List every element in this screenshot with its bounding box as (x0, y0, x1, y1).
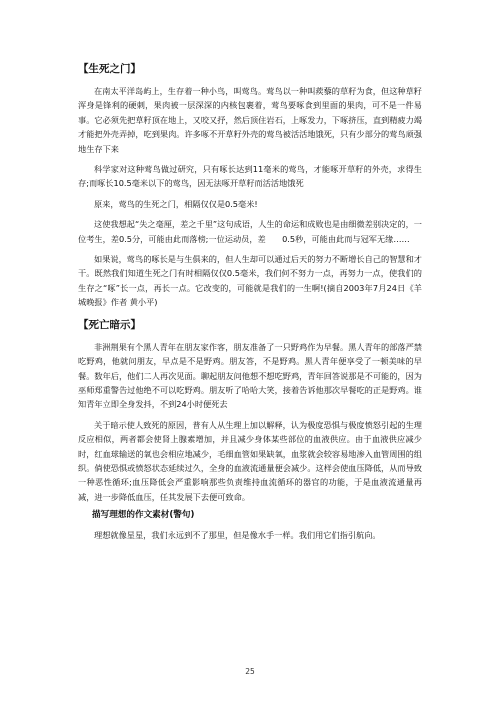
paragraph: 原来，莺鸟的生死之门，相隔仅仅是0.5毫米! (94, 198, 258, 209)
paragraph: 非洲荆果有个黑人青年在朋友家作客，朋友准备了一只野鸡作为早餐。黑人青年的部落严禁吃野鸡，他就问朋友，早点是不是野鸡。朋友答，不是野鸡。黑人青年便享受了一顿美味的早餐。数年后，他们二人再次见面。聊起朋友问他想不想吃野鸡，青年回答说那是不可能的，因为巫师郑重警告过他绝不可以吃野鸡。朋友听了哈哈大笑，接着告诉他那次早餐吃的正是野鸡。谁知青年立即全身发抖，不到24小时便死去 (78, 341, 422, 410)
paragraph: 理想就像星星，我们永远到不了那里，但是像水手一样。我们用它们指引航向。 (94, 530, 381, 541)
paragraph: 如果说，莺鸟的啄长是与生俱来的，但人生却可以通过后天的努力不断增长自己的智慧和才干。既然我们知道生死之门有时相隔仅仅0.5毫米，我们何不努力一点，再努力一点，使我们的生存之“啄”长一点，再长一点。它改变的，可能就是我们的一生啊!(摘自2003年7月24日《羊城晚报》作者 黄小平) (78, 254, 422, 308)
paragraph: 科学家对这种莺鸟做过研究，只有啄长达到11毫米的莺鸟，才能啄开草籽的外壳，求得生存;而啄长10.5毫米以下的莺鸟，因无法啄开草籽而活活地饿死 (78, 164, 422, 189)
page-number: 25 (245, 667, 255, 676)
paragraph: 在南太平洋岛屿上，生存着一种小鸟，叫莺鸟。莺鸟以一种叫蒺藜的草籽为食，但这种草籽浑身是锋利的硬刺，果肉被一层深深的内核包裹着，莺鸟要啄食到里面的果肉，可不是一件易事。它必须先把草籽顶在地上，又咬又抒，然后顶住岩石，上啄发力，下啄挤压，直到精疲力竭才能把外壳弄掉，吃到果肉。许多啄不开草籽外壳的莺鸟被活活地饿死，只有少部分的莺鸟顽强地生存下来 (78, 86, 422, 154)
section-heading-death-suggestion: 【死亡暗示】 (78, 318, 141, 331)
paragraph: 这使我想起“失之毫厘，差之千里”这句成语，人生的命运和成败也是由细微差别决定的，一位考生，差0.5分，可能由此而落榜;一位运动员，差 0.5秒，可能由此而与冠军无缘…… (78, 219, 422, 244)
section-subheading-ideal-quotes: 描写理想的作文素材(警句) (92, 510, 195, 521)
section-heading-life-death-gate: 【生死之门】 (78, 63, 141, 75)
paragraph: 关于暗示使人致死的原因，普有人从生理上加以解释，认为极度恐惧与极度愤怒引起的生理反应相似，两者都会使肾上腺素增加，并且减少身体某些部位的血液供应。由于血液供应减少时，红血球输送的氧也会相应地减少，毛细血管如果缺氧，血浆就会较容易地渗入血管周围的组织。倘使恐惧或愤怒状态延续过久，全身的血液流通量便会减少。这样会使血压降低，从而导致一种恶性循环;血压降低会严重影响那些负责维持血流循环的器官的功能，于是血液流通量再减，进一步降低血压，任其发展下去便可致命。 (78, 419, 422, 502)
